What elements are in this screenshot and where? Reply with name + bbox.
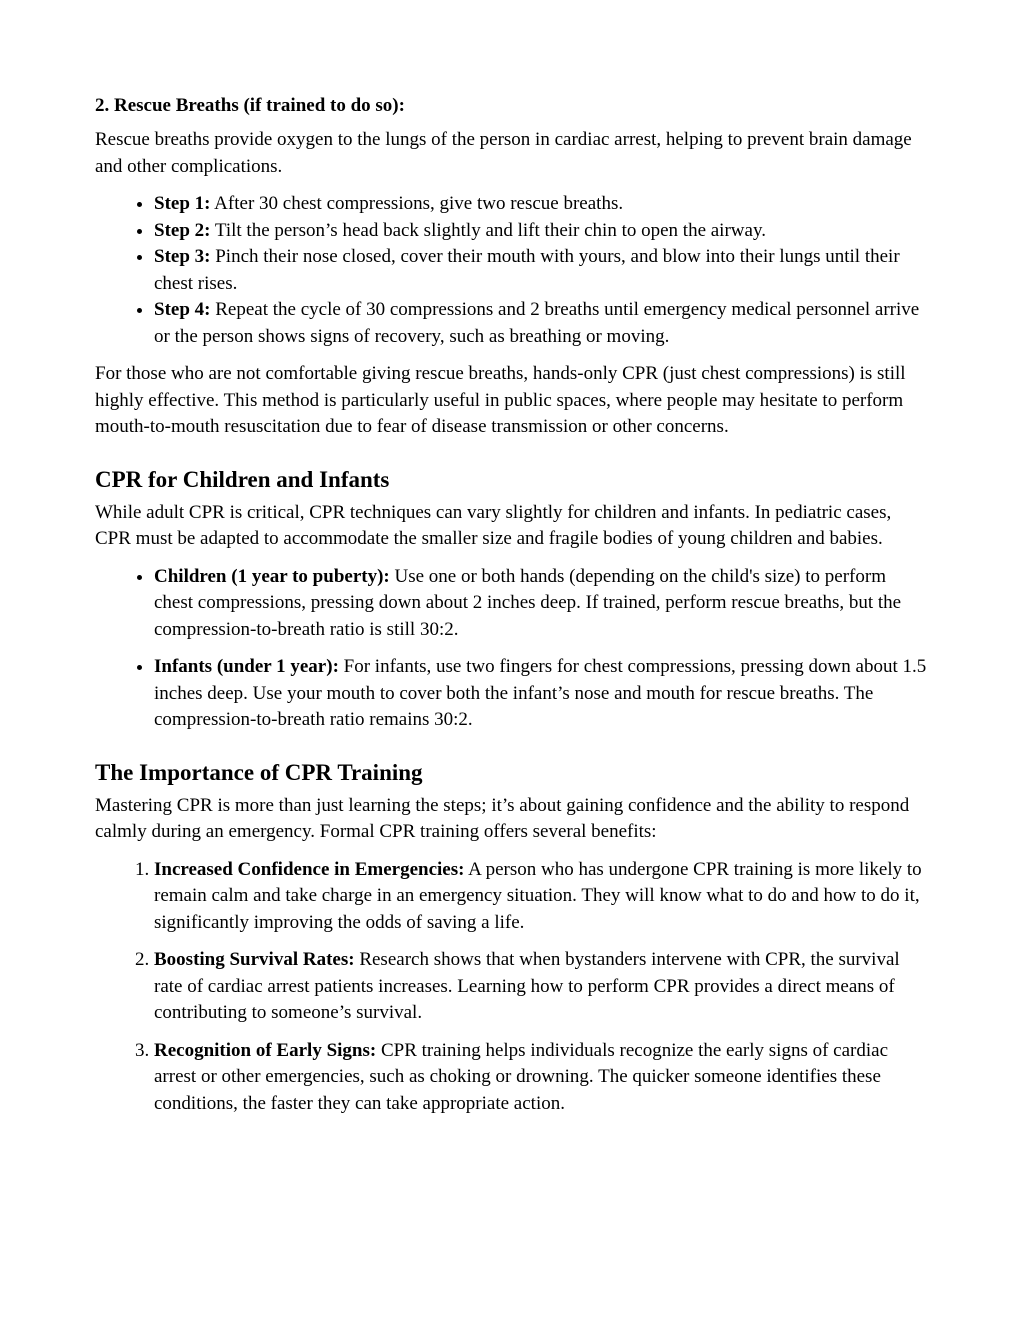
step-text: Tilt the person’s head back slightly and lift their chin to open the airway.	[210, 219, 766, 241]
list-item	[154, 947, 929, 1027]
item-label: Infants (under 1 year):	[154, 656, 339, 677]
training-benefits-list	[95, 857, 929, 1118]
section-heading-children: CPR for Children and Infants	[95, 466, 390, 492]
item-label: Recognition of Early Signs:	[154, 1039, 377, 1061]
list-item	[154, 297, 929, 350]
item-text: Research shows that when bystanders intervene with CPR, the survival rate of cardiac arrest patients increases. Learning how to perform CPR provides a direct means of contributing to someone’s survival.	[154, 949, 900, 1023]
list-item	[154, 654, 929, 734]
list-item	[154, 191, 929, 218]
list-item	[154, 244, 929, 297]
rescue-steps-list	[95, 191, 929, 350]
item-text: A person who has undergone CPR training is more likely to remain calm and take charge in an emergency situation. They will know what to do and how to do it, significantly improving the odds of saving a life.	[154, 858, 922, 933]
item-text: Use one or both hands (depending on the child's size) to perform chest compressions, pressing down about 2 inches deep. If trained, perform rescue breaths, but the compression-to-breath ratio is still 30:2.	[154, 565, 902, 640]
item-text: For infants, use two fingers for chest compressions, pressing down about 1.5 inches deep. Use your mouth to cover both the infant’s nose and mouth for rescue breaths. The compression-to-breath ratio remains 30:2.	[154, 656, 927, 730]
item-label: Boosting Survival Rates:	[154, 949, 355, 970]
children-intro: While adult CPR is critical, CPR techniques can vary slightly for children and infants. In pediatric cases, CPR must be adapted to accommodate the smaller size and fragile bodies of young children and babies.	[95, 501, 892, 549]
step-label: Step 3:	[154, 246, 211, 267]
children-list	[95, 564, 929, 734]
training-intro: Mastering CPR is more than just learning the steps; it’s about gaining confidence and the ability to respond calmly during an emergency. Formal CPR training offers several benefits:	[95, 794, 910, 842]
step-text: After 30 chest compressions, give two rescue breaths.	[210, 193, 624, 214]
list-item	[154, 218, 929, 245]
step-label: Step 1:	[154, 193, 211, 214]
item-label: Increased Confidence in Emergencies:	[154, 858, 465, 880]
step-label: Step 4:	[154, 299, 211, 320]
item-text: CPR training helps individuals recognize the early signs of cardiac arrest or other emergencies, such as choking or drowning. The quicker someone identifies these conditions, the faster they can take appropriate action.	[154, 1039, 889, 1114]
list-item	[154, 1038, 929, 1118]
step-label: Step 2:	[154, 219, 211, 241]
hands-only-note: For those who are not comfortable giving rescue breaths, hands-only CPR (just chest compressions) is still highly effective. This method is particularly useful in public spaces, where people may hesitate to perform mouth-to-mouth resuscitation due to fear of disease transmission or other concerns.	[95, 363, 906, 437]
section-heading-training: The Importance of CPR Training	[95, 759, 423, 785]
rescue-breaths-intro: Rescue breaths provide oxygen to the lungs of the person in cardiac arrest, helping to prevent brain damage and other complications.	[95, 129, 912, 177]
rescue-breaths-heading: 2. Rescue Breaths (if trained to do so):	[95, 95, 405, 116]
step-text: Pinch their nose closed, cover their mouth with yours, and blow into their lungs until their chest rises.	[154, 246, 900, 294]
step-text: Repeat the cycle of 30 compressions and 2 breaths until emergency medical personnel arrive or the person shows signs of recovery, such as breathing or moving.	[154, 299, 920, 347]
item-label: Children (1 year to puberty):	[154, 565, 390, 587]
list-item	[154, 564, 929, 644]
list-item	[154, 857, 929, 937]
